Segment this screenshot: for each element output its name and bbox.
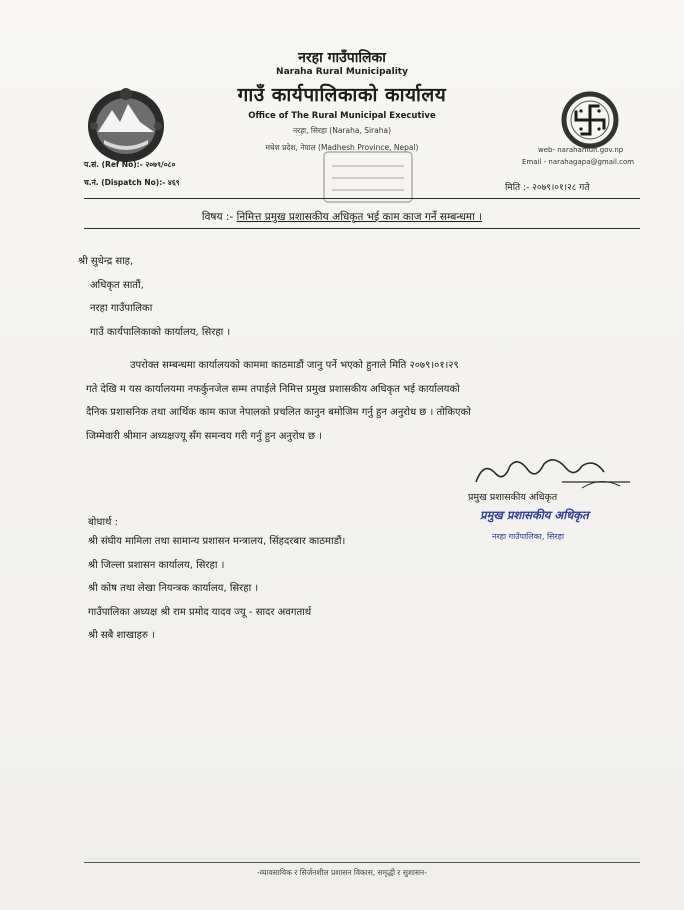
body-line: जिम्मेवारी श्रीमान अध्यक्षज्यू सँग समन्वय गरी गर्नु हुन अनुरोध छ ।: [86, 430, 322, 442]
body-line: उपरोक्त सम्बन्धमा कार्यालयको काममा काठमाडौं जानु पर्ने भएको हुनाले मिति २०७९।०१।२९: [130, 360, 459, 371]
office-name-np: गाउँ कार्यपालिकाको कार्यालय: [237, 84, 447, 106]
ref-number: प.सं. (Ref No):- २०७९/०८०: [84, 160, 176, 169]
website: web- narahamun.gov.np: [538, 146, 624, 154]
addressee-block: [78, 250, 230, 344]
addressee-line: अधिकृत सातौं,: [90, 279, 144, 291]
cc-item: श्री कोष तथा लेखा नियन्त्रक कार्यालय, सिरहा ।: [88, 583, 259, 594]
email: Email - narahagapa@gmail.com: [522, 158, 635, 166]
subject-divider: [84, 228, 640, 229]
signatory-title: प्रमुख प्रशासकीय अधिकृत: [468, 492, 558, 503]
subject-text: निमित्त प्रमुख प्रशासकीय अधिकृत भई काम काज गर्ने सम्बन्धमा ।: [236, 211, 483, 223]
municipality-name-np: नरहा गाउँपालिका: [298, 50, 386, 66]
cc-item: गाउँपालिका अध्यक्ष श्री राम प्रमोद यादव ज्यू - सादर अवगतार्थ: [88, 606, 312, 618]
addressee-line: गाउँ कार्यपालिकाको कार्यालय, सिरहा ।: [90, 326, 231, 338]
addressee-line: नरहा गाउँपालिका: [90, 303, 153, 314]
office-address-line-2: मधेश प्रदेश, नेपाल (Madhesh Province, Nepal): [265, 143, 419, 152]
header-divider: [84, 198, 640, 199]
signatory-stamp: प्रमुख प्रशासकीय अधिकृत: [480, 508, 589, 522]
cc-list: [88, 530, 345, 648]
body-line: दैनिक प्रशासनिक तथा आर्थिक काम काज नेपालको प्रचलित कानुन बमोजिम गर्नु हुन अनुरोध छ । तोकिएको: [86, 407, 471, 418]
signature-scribble-icon: [470, 452, 640, 492]
body-line: गते देखि म यस कार्यालयमा नफर्कुनजेल सम्म तपाईले निमित्त प्रमुख प्रशासकीय अधिकृत भई कार्यालयको: [86, 383, 460, 395]
dispatch-number: च.नं. (Dispatch No):- ४६९: [84, 178, 180, 187]
signatory-stamp-place: नरहा गाउँपालिका, सिरहा: [492, 532, 565, 541]
footer-motto: -व्यावसायिक र सिर्जनशील प्रशासन विकास, समृद्धी र सुशासन-: [257, 868, 427, 877]
office-address-line-1: नरहा, सिरहा (Naraha, Siraha): [292, 126, 392, 135]
cc-label: बोधार्थ :: [88, 517, 118, 528]
cc-item: श्री संघीय मामिला तथा सामान्य प्रशासन मन्त्रालय, सिंहदरबार काठमाडौं।: [88, 536, 346, 547]
cc-item: श्री सबै शाखाहरु ।: [88, 630, 155, 641]
subject-line: [0, 210, 684, 224]
footer-divider: [84, 862, 640, 863]
office-name-en: Office of The Rural Municipal Executive: [248, 111, 436, 121]
municipality-name-en: Naraha Rural Municipality: [276, 67, 408, 77]
addressee-line: श्री सुधेन्द्र साह,: [78, 256, 134, 267]
subject-label: विषय :-: [201, 211, 234, 223]
letter-date: मिति :- २०७९।०१।२८ गते: [505, 183, 590, 193]
cc-item: श्री जिल्ला प्रशासन कार्यालय, सिरहा ।: [88, 559, 225, 571]
letter-body: [86, 354, 646, 448]
